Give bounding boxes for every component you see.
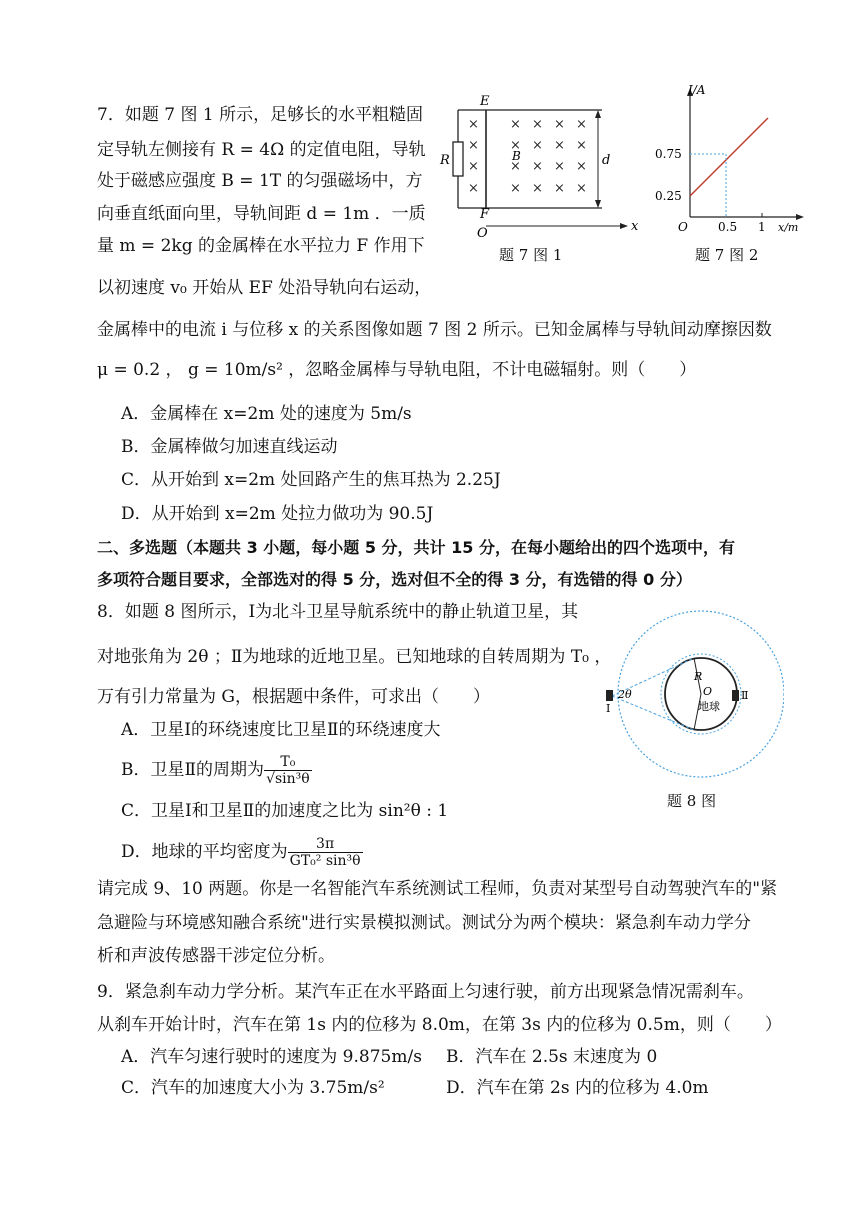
q9-line-1: 9．紧急刹车动力学分析。某汽车正在水平路面上匀速行驶，前方出现紧急情况需刹车。 [97,982,754,1002]
intro-line-1: 请完成 9、10 两题。你是一名智能汽车系统测试工程师，负责对某型号自动驾驶汽车的"紧 [97,879,778,899]
q7-line-4: 向垂直纸面向里，导轨间距 d = 1m ．一质 [97,204,426,224]
q8-option-d-den: GT₀² sin³θ [289,853,361,869]
q8-option-d [121,836,363,869]
axis-y-label: I/A [688,83,706,97]
field-cross: × [468,159,479,174]
q8-option-c: C．卫星Ⅰ和卫星Ⅱ的加速度之比为 sin²θ : 1 [121,801,449,821]
field-cross: × [532,117,543,132]
angle-label: 2θ [618,688,632,701]
q7-option-b: B．金属棒做匀加速直线运动 [121,437,338,457]
q7-option-d: D．从开始到 x=2m 处拉力做功为 90.5J [121,504,434,524]
label-r: R [440,153,450,168]
q8-option-b [121,754,312,787]
q8-line-2: 对地张角为 2θ ；Ⅱ为地球的近地卫星。已知地球的自转周期为 T₀ ， [97,647,612,667]
field-cross: × [510,159,521,174]
q8-option-b-prefix: B．卫星Ⅱ的周期为 [121,760,265,780]
label-d: d [602,153,611,168]
field-cross: × [468,181,479,196]
q8-line-3: 万有引力常量为 G，根据题中条件，可求出（ ） [97,687,490,707]
earth-label: 地球 [698,700,720,713]
section2-line-2: 多项符合题目要求，全部选对的得 5 分，选对但不全的得 3 分，有选错的得 0 分） [97,570,692,589]
center-label: O [703,685,713,698]
field-cross: × [468,138,479,153]
q9-option-c: C．汽车的加速度大小为 3.75m/s² [121,1078,385,1098]
field-cross: × [554,138,565,153]
q8-figure [598,604,784,790]
q9-line-2: 从刹车开始计时，汽车在第 1s 内的位移为 8.0m，在第 3s 内的位移为 0.5m，则（ ） [97,1015,782,1035]
field-cross: × [576,117,587,132]
field-cross: × [576,138,587,153]
q8-fig-caption: 题 8 图 [667,792,717,810]
label-x: x [631,219,639,234]
field-cross: × [510,181,521,196]
field-cross: × [532,181,543,196]
field-cross: × [554,181,565,196]
q9-option-b: B．汽车在 2.5s 末速度为 0 [446,1047,658,1067]
label-e: E [480,94,490,109]
field-cross: × [554,117,565,132]
q7-option-c: C．从开始到 x=2m 处回路产生的焦耳热为 2.25J [121,470,501,490]
satellite-2-icon [732,690,739,701]
ytick-025: 0.25 [655,189,682,203]
origin-label: O [678,220,688,232]
q9-option-a: A．汽车匀速行驶时的速度为 9.875m/s [121,1047,422,1067]
label-f: F [480,207,490,222]
q8-option-b-num: T₀ [264,754,312,771]
q7-line-3: 处于磁感应强度 B = 1T 的匀强磁场中，方 [97,171,423,191]
q7-line-1: 7．如题 7 图 1 所示，足够长的水平粗糙固 [97,105,424,125]
q8-line-1: 8．如题 8 图所示，Ⅰ为北斗卫星导航系统中的静止轨道卫星，其 [97,602,579,622]
field-cross: × [468,117,479,132]
sat2-label: Ⅱ [741,689,749,702]
q8-option-b-den: √sin³θ [266,771,310,787]
axis-x-label: x/m [778,221,799,232]
field-cross: × [576,159,587,174]
satellite-1-icon [606,690,613,701]
q7-fig2-caption: 题 7 图 2 [695,246,759,264]
q7-option-a: A．金属棒在 x=2m 处的速度为 5m/s [121,404,412,424]
label-b: B [512,149,521,163]
current-line [690,118,768,196]
q9-option-d: D．汽车在第 2s 内的位移为 4.0m [446,1078,709,1098]
resistor-r [453,142,463,176]
ytick-075: 0.75 [655,147,682,161]
q7-line-6: 以初速度 v₀ 开始从 EF 处沿导轨向右运动， [97,278,432,298]
q8-option-d-prefix: D．地球的平均密度为 [121,842,288,862]
radius-label: R [694,670,703,683]
q7-figure-2 [650,82,810,232]
field-cross: × [576,181,587,196]
intro-line-2: 急避险与环境感知融合系统"进行实景模拟测试。测试分为两个模块：紧急刹车动力学分 [97,913,751,933]
q8-option-d-num: 3π [288,836,363,853]
label-o: O [477,226,488,241]
field-cross: × [532,159,543,174]
q7-fig1-caption: 题 7 图 1 [499,246,563,264]
q7-figure-1 [432,92,640,242]
field-cross: × [510,117,521,132]
field-cross: × [532,138,543,153]
sat1-label: Ⅰ [606,702,611,715]
field-cross: × [510,138,521,153]
q7-line-2: 定导轨左侧接有 R = 4Ω 的定值电阻，导轨 [97,140,426,160]
xtick-05: 0.5 [718,220,738,232]
xtick-1: 1 [758,220,766,232]
q7-line-7: 金属棒中的电流 i 与位移 x 的关系图像如题 7 图 2 所示。已知金属棒与导轨间动摩擦因数 [97,320,772,340]
intro-line-3: 析和声波传感器干涉定位分析。 [97,946,335,966]
section2-line-1: 二、多选题（本题共 3 小题，每小题 5 分，共计 15 分，在每小题给出的四个选项中，有 [97,538,735,557]
field-cross: × [554,159,565,174]
q7-line-5: 量 m = 2kg 的金属棒在水平拉力 F 作用下 [97,236,425,256]
q8-option-a: A．卫星Ⅰ的环绕速度比卫星Ⅱ的环绕速度大 [121,720,441,740]
q7-line-8: μ = 0.2 ， g = 10m/s² ，忽略金属棒与导轨电阻，不计电磁辐射。则（ ） [97,360,697,380]
